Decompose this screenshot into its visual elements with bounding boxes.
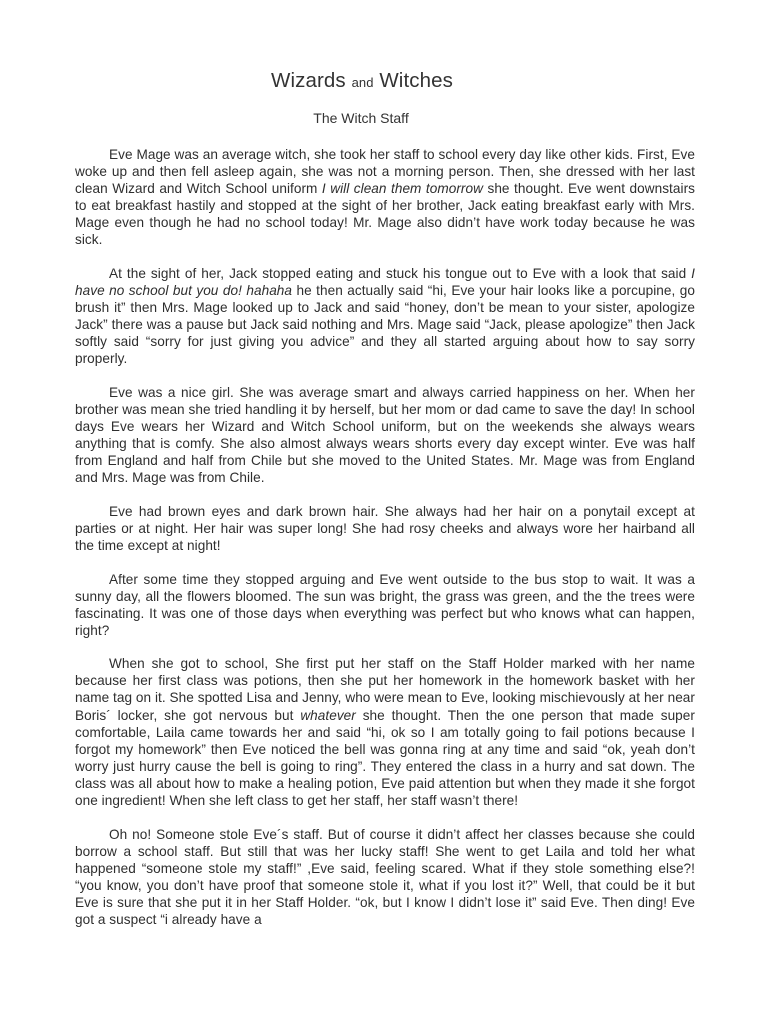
story-paragraph [75, 146, 695, 249]
paragraph-text: Eve was a nice girl. She was average smart and always carried happiness on her. When her brother was mean she tried handling it by herself, but her mom or dad came to save the day! In school days Eve wears her Wizard and Witch School uniform, but on the weekends she always wears anything that is comfy. She also almost always wears shorts every day except winter. Eve was half from England and half from Chile but she moved to the United States. Mr. Mage was from England and Mrs. Mage was from Chile. [75, 384, 695, 486]
story-paragraph [75, 384, 695, 487]
document-title [0, 68, 724, 96]
italic-thought: I will clean them tomorrow [321, 181, 483, 197]
italic-thought: whatever [300, 707, 356, 723]
italic-thought: I have no school but you do! hahaha [75, 265, 695, 299]
paragraph-text: When she got to school, She first put her staff on the Staff Holder marked with her name because her first class was potions, then she put her homework in the homework basket with her name tag on it. She spotted Lisa and Jenny, who were mean to Eve, looking mischievously at her near Boris´ locker, she got nervous but [75, 656, 695, 723]
story-paragraph [75, 265, 695, 368]
paragraph-text: he then actually said “hi, Eve your hair looks like a porcupine, go brush it” then Mrs. Mage looked up to Jack and said “honey, don’t be mean to your sister, apologize Jack” there was a pause but Jack said nothing and Mrs. Mage said “Jack, please apologize” then Jack softly said “sorry for just giving you advice” and they all started arguing about how to say sorry properly. [75, 283, 695, 367]
paragraph-text: she thought. Then the one person that made super comfortable, Laila came towards her and said “hi, ok so I am totally going to fail potions because I forgot my homework” then Eve noticed the bell was gonna ring at any time and said “ok, yeah don’t worry just hurry cause the bell is going to ring”. They entered the class in a hurry and sat down. The class was all about how to make a healing potion, Eve paid attention but when they made it she forgot one ingredient! When she left class to get her staff, her staff wasn’t there! [75, 707, 695, 809]
story-paragraph [75, 826, 695, 929]
story-paragraph [75, 503, 695, 554]
title-word-wizards: Wizards [271, 69, 346, 92]
paragraph-text: she thought. Eve went downstairs to eat breakfast hastily and stopped at the sight of her brother, Jack eating breakfast early with Mrs. Mage even though he had no school today! Mr. Mage also didn’t have work today because he was sick. [75, 181, 695, 248]
story-paragraph [75, 571, 695, 639]
paragraph-text: Eve had brown eyes and dark brown hair. She always had her hair on a ponytail except at parties or at night. Her hair was super long! She had rosy cheeks and always wore her hairband all the time except at night! [75, 503, 695, 554]
chapter-title: The Witch Staff [313, 110, 409, 126]
paragraph-text: Eve Mage was an average witch, she took her staff to school every day like other kids. First, Eve woke up and then fell asleep again, she was not a morning person. Then, she dressed with her last clean Wizard and Witch School uniform [75, 147, 695, 197]
paragraph-text: After some time they stopped arguing and Eve went outside to the bus stop to wait. It was a sunny day, all the flowers bloomed. The sun was bright, the grass was green, and the the trees were fascinating. It was one of those days when everything was perfect but who knows what can happen, right? [75, 571, 695, 638]
paragraph-text: At the sight of her, Jack stopped eating and stuck his tongue out to Eve with a look that said [109, 265, 692, 281]
title-word-and: and [351, 75, 374, 90]
story-body [75, 146, 695, 944]
title-word-witches: Witches [379, 69, 453, 92]
story-paragraph [75, 655, 695, 809]
paragraph-text: Oh no! Someone stole Eve´s staff. But of course it didn’t affect her classes because she could borrow a school staff. But still that was her lucky staff! She went to get Laila and told her what happened “someone stole my staff!” ,Eve said, feeling scared. What if they stole something else?! “you know, you don’t have proof that someone stole it, what if you lost it?” Well, that could be it but Eve is sure that she put it in her Staff Holder. “ok, but I know I didn’t lose it” said Eve. Then ding! Eve got a suspect “i already have a [75, 826, 695, 927]
